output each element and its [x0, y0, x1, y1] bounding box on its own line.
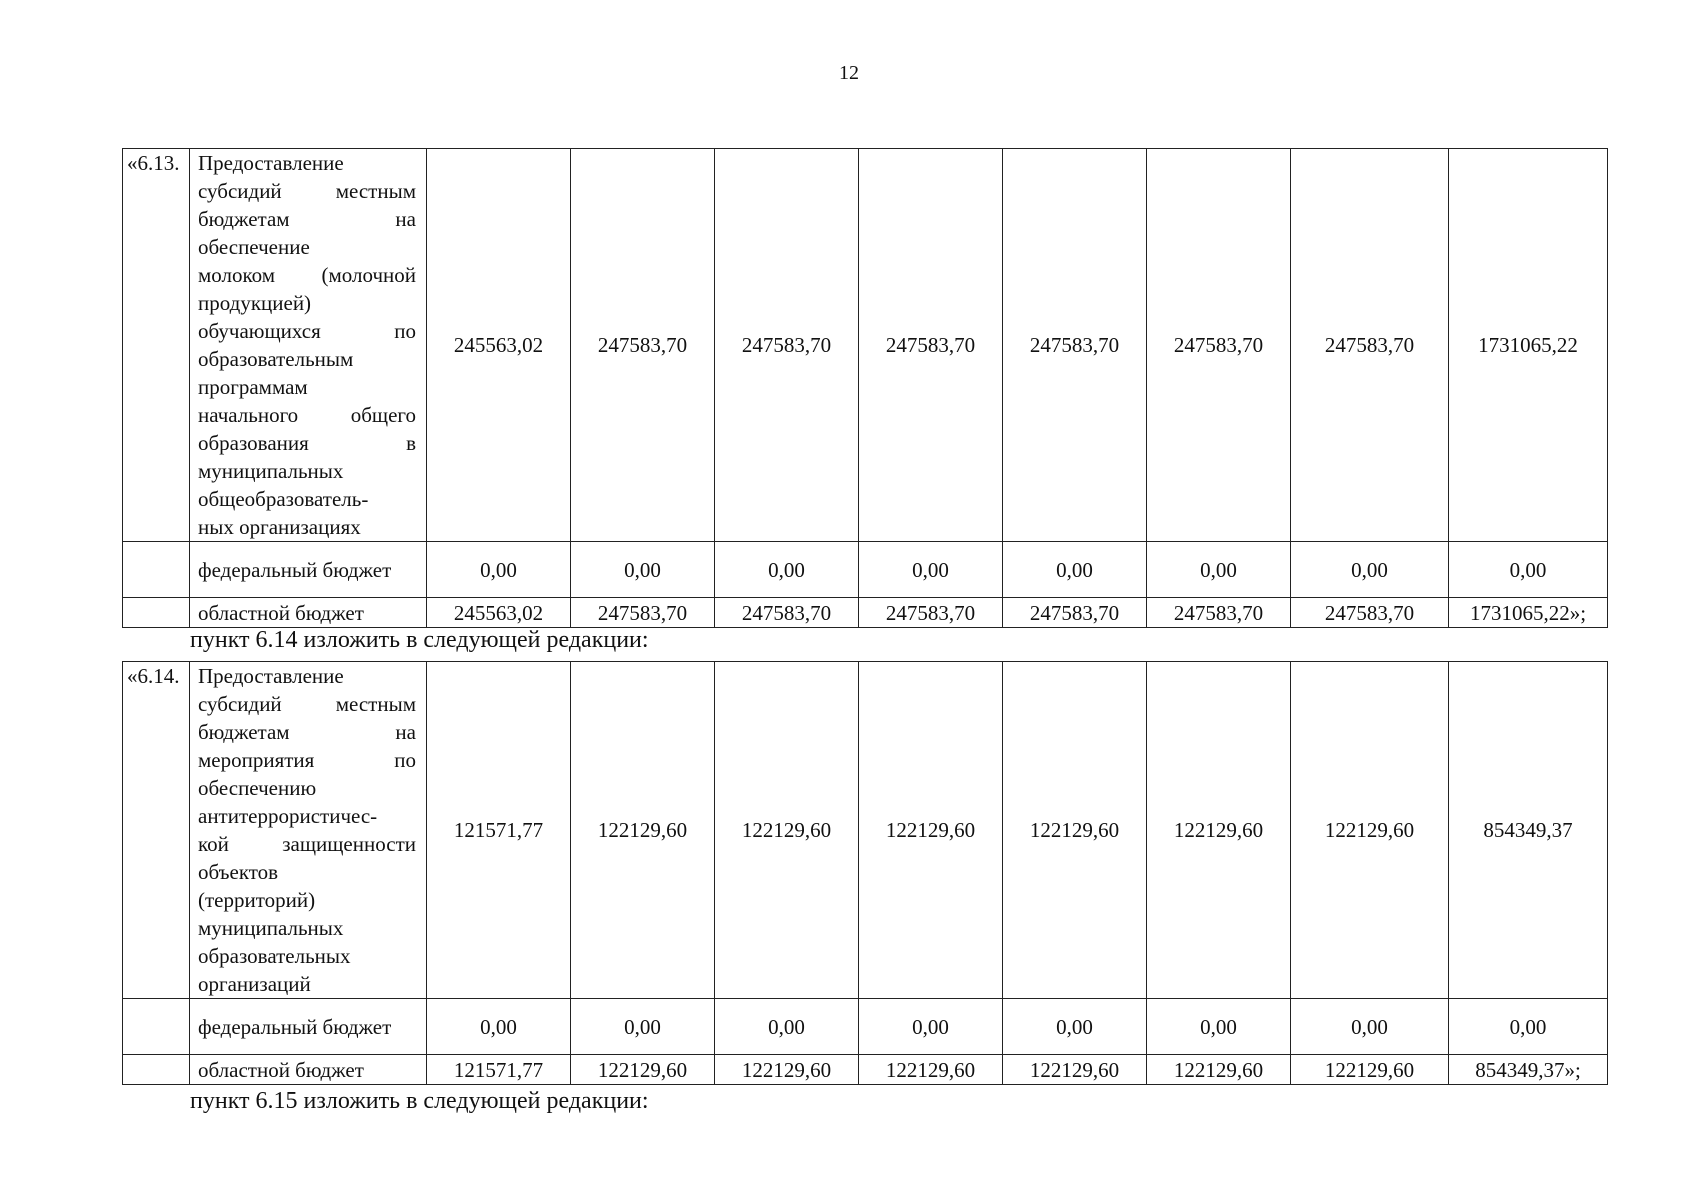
empty-cell: [123, 598, 190, 628]
description-line: муниципальных: [198, 459, 344, 483]
value-cell: 0,00: [571, 999, 715, 1055]
table-row-regional: [123, 598, 1608, 628]
item-description: [190, 662, 427, 999]
description-line: начального общего: [198, 403, 416, 427]
value-cell: 122129,60: [1147, 662, 1291, 999]
description-line: бюджетам на: [198, 207, 416, 231]
federal-budget-label: федеральный бюджет: [190, 542, 427, 598]
value-cell: 245563,02: [427, 598, 571, 628]
value-cell: 121571,77: [427, 1055, 571, 1085]
description-line: бюджетам на: [198, 720, 416, 744]
empty-cell: [123, 542, 190, 598]
description-line: обеспечение: [198, 235, 310, 259]
table-row-regional: [123, 1055, 1608, 1085]
table-row-main: [123, 662, 1608, 999]
description-line: Предоставление: [198, 664, 344, 688]
federal-budget-label: федеральный бюджет: [190, 999, 427, 1055]
description-line: (территорий): [198, 888, 316, 912]
description-line: кой защищенности: [198, 832, 416, 856]
value-cell: 122129,60: [1291, 662, 1449, 999]
item-number: «6.14.: [123, 662, 190, 999]
description-line: организаций: [198, 972, 311, 996]
description-line: продукцией): [198, 291, 312, 315]
value-cell: 122129,60: [715, 662, 859, 999]
description-line: общеобразователь-: [198, 487, 369, 511]
description-line: молоком (молочной: [198, 263, 416, 287]
description-line: объектов: [198, 860, 279, 884]
value-cell: 0,00: [859, 542, 1003, 598]
description-line: обучающихся по: [198, 319, 416, 343]
value-cell: 0,00: [1291, 542, 1449, 598]
description-line: образовательным: [198, 347, 354, 371]
description-line: обеспечению: [198, 776, 317, 800]
budget-table-6-14: [122, 661, 1608, 1085]
value-cell: 0,00: [715, 542, 859, 598]
value-cell: 0,00: [1291, 999, 1449, 1055]
value-cell: 122129,60: [1147, 1055, 1291, 1085]
description-line: образовательных: [198, 944, 351, 968]
value-cell: 245563,02: [427, 149, 571, 542]
regional-budget-label: областной бюджет: [190, 598, 427, 628]
budget-table-6-13: [122, 148, 1608, 628]
value-cell: 247583,70: [1003, 149, 1147, 542]
description-line: антитеррористичес-: [198, 804, 378, 828]
value-cell: 0,00: [1147, 542, 1291, 598]
value-cell: 122129,60: [859, 662, 1003, 999]
item-description: [190, 149, 427, 542]
table-row-federal: [123, 542, 1608, 598]
value-cell: 121571,77: [427, 662, 571, 999]
total-cell: 0,00: [1449, 542, 1608, 598]
total-cell: 0,00: [1449, 999, 1608, 1055]
regional-budget-label: областной бюджет: [190, 1055, 427, 1085]
description-line: субсидий местным: [198, 179, 416, 203]
value-cell: 0,00: [571, 542, 715, 598]
empty-cell: [123, 1055, 190, 1085]
description-line: программам: [198, 375, 308, 399]
value-cell: 247583,70: [1147, 598, 1291, 628]
value-cell: 0,00: [1003, 542, 1147, 598]
empty-cell: [123, 999, 190, 1055]
description-line: мероприятия по: [198, 748, 416, 772]
total-cell: 1731065,22»;: [1449, 598, 1608, 628]
table-row-main: [123, 149, 1608, 542]
value-cell: 247583,70: [859, 598, 1003, 628]
value-cell: 247583,70: [715, 149, 859, 542]
value-cell: 247583,70: [1291, 149, 1449, 542]
total-cell: 1731065,22: [1449, 149, 1608, 542]
instruction-text: пункт 6.15 изложить в следующей редакции:: [190, 1088, 649, 1114]
instruction-text: пункт 6.14 изложить в следующей редакции:: [190, 627, 649, 653]
value-cell: 122129,60: [859, 1055, 1003, 1085]
value-cell: 0,00: [715, 999, 859, 1055]
item-number: «6.13.: [123, 149, 190, 542]
value-cell: 0,00: [427, 542, 571, 598]
value-cell: 247583,70: [1147, 149, 1291, 542]
value-cell: 247583,70: [715, 598, 859, 628]
value-cell: 247583,70: [1003, 598, 1147, 628]
description-line: Предоставление: [198, 151, 344, 175]
value-cell: 122129,60: [571, 1055, 715, 1085]
description-line: субсидий местным: [198, 692, 416, 716]
value-cell: 247583,70: [859, 149, 1003, 542]
page-number: 12: [839, 62, 859, 84]
value-cell: 122129,60: [1003, 662, 1147, 999]
description-line: муниципальных: [198, 916, 344, 940]
value-cell: 0,00: [1147, 999, 1291, 1055]
value-cell: 122129,60: [1291, 1055, 1449, 1085]
description-line: ных организациях: [198, 515, 361, 539]
value-cell: 247583,70: [571, 149, 715, 542]
description-line: образования в: [198, 431, 416, 455]
value-cell: 122129,60: [1003, 1055, 1147, 1085]
value-cell: 122129,60: [571, 662, 715, 999]
total-cell: 854349,37»;: [1449, 1055, 1608, 1085]
value-cell: 247583,70: [1291, 598, 1449, 628]
table-row-federal: [123, 999, 1608, 1055]
value-cell: 0,00: [1003, 999, 1147, 1055]
value-cell: 247583,70: [571, 598, 715, 628]
value-cell: 122129,60: [715, 1055, 859, 1085]
value-cell: 0,00: [859, 999, 1003, 1055]
value-cell: 0,00: [427, 999, 571, 1055]
total-cell: 854349,37: [1449, 662, 1608, 999]
